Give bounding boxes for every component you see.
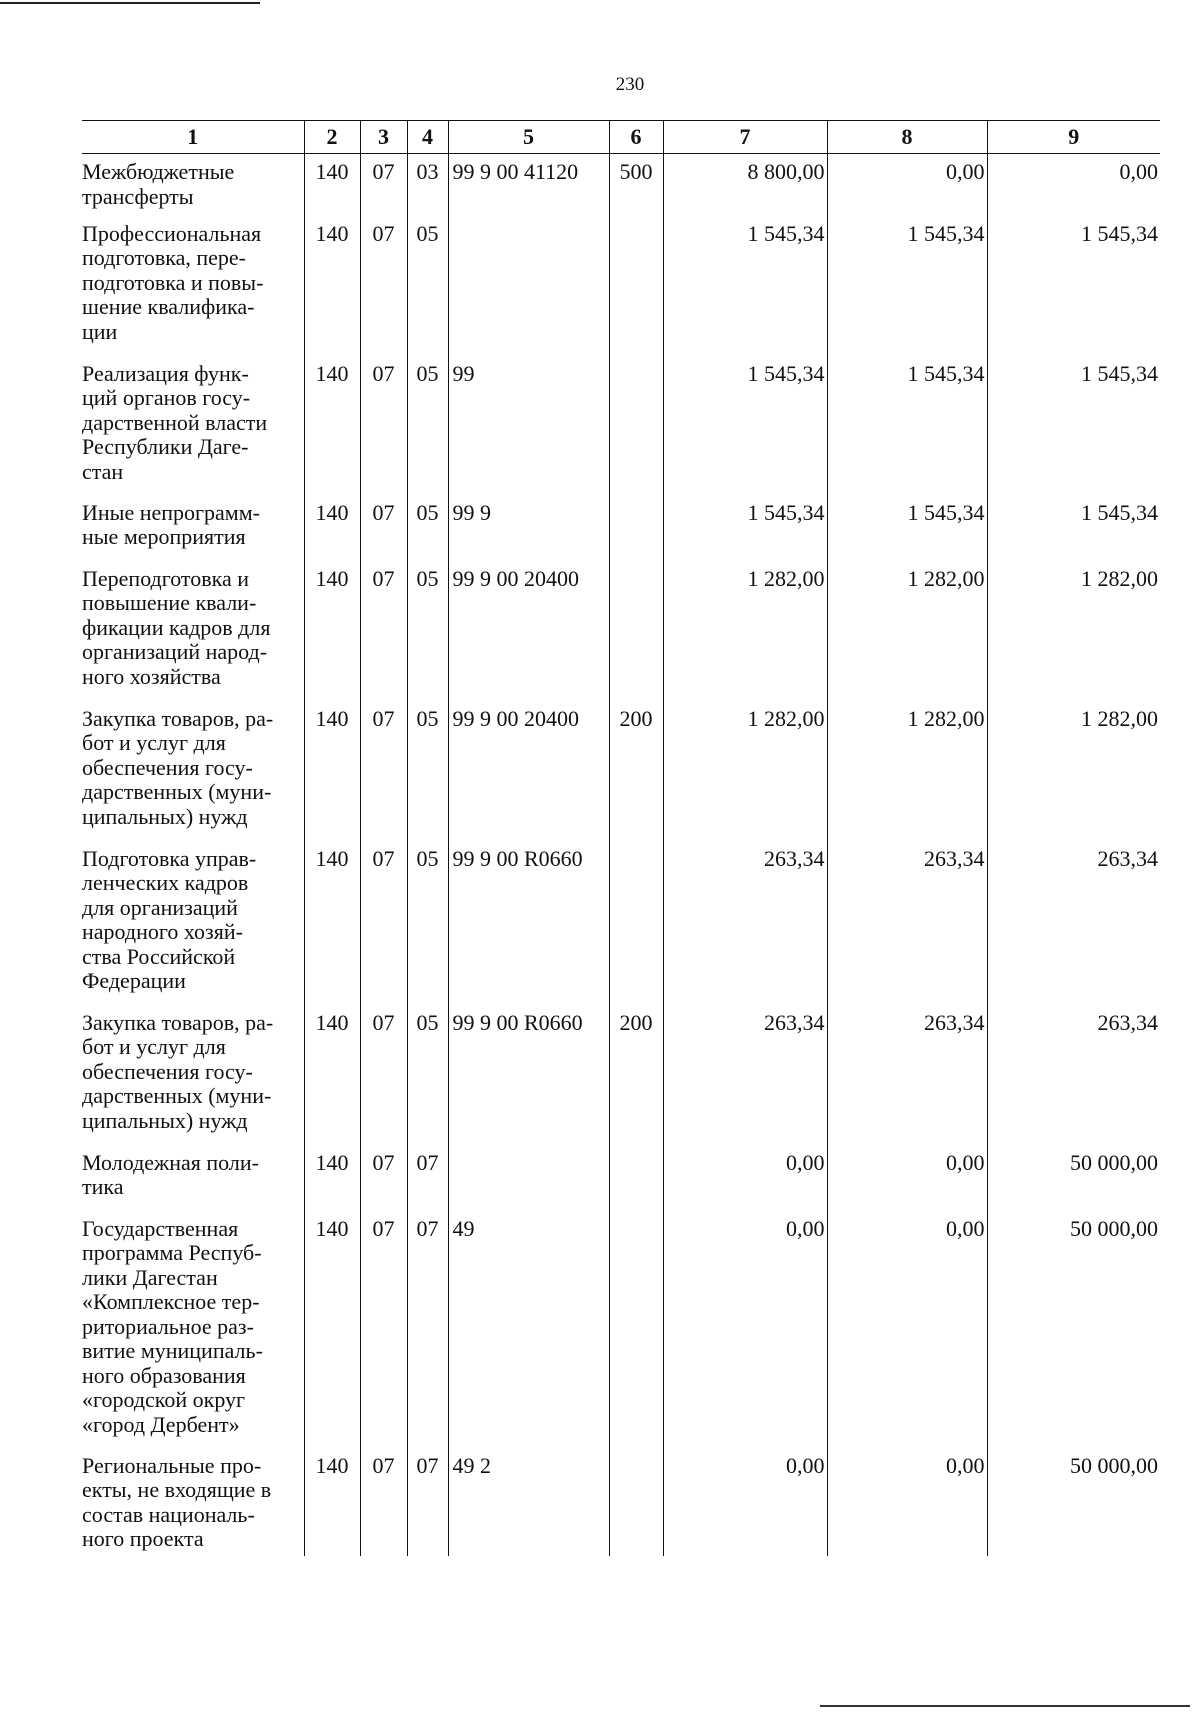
name-line: дарственных (муни- (82, 779, 272, 804)
amount-cell-col9: 263,34 (987, 841, 1160, 1005)
amount-cell-col8: 1 282,00 (827, 561, 987, 701)
table-row (82, 841, 1160, 1005)
target-article-cell: 99 9 (448, 495, 609, 561)
expense-type-cell (609, 356, 663, 495)
name-line: Подготовка управ- (82, 845, 257, 871)
table-row (82, 1145, 1160, 1211)
subsection-cell: 05 (407, 701, 448, 841)
amount-cell-col9: 0,00 (987, 154, 1160, 216)
name-line: состав националь- (82, 1501, 255, 1527)
name-line: для организаций (82, 894, 238, 920)
name-line: бот и услуг для (82, 1034, 226, 1059)
name-line: витие муниципаль- (82, 1338, 263, 1363)
expense-type-cell: 200 (609, 1005, 663, 1145)
name-line: ципальных) нужд (82, 803, 248, 829)
amount-cell-col7: 1 282,00 (663, 561, 827, 701)
amount-cell-col7: 0,00 (663, 1448, 827, 1556)
name-line: лики Дагестан (82, 1264, 218, 1290)
amount-cell-col9: 1 282,00 (987, 561, 1160, 701)
ministry-code-cell: 140 (304, 701, 360, 841)
row-name-cell (82, 1145, 304, 1211)
name-line: Республики Даге- (82, 434, 249, 459)
expense-type-cell (609, 495, 663, 561)
name-line: «город Дербент» (82, 1411, 240, 1437)
column-header: 3 (360, 121, 407, 154)
column-header: 9 (987, 121, 1160, 154)
section-cell: 07 (360, 1145, 407, 1211)
table-row (82, 495, 1160, 561)
ministry-code-cell: 140 (304, 561, 360, 701)
row-name-cell (82, 1448, 304, 1556)
name-line: обеспечения госу- (82, 754, 253, 780)
name-line: дарственной власти (82, 409, 268, 435)
target-article-cell: 99 9 00 41120 (448, 154, 609, 216)
column-header: 7 (663, 121, 827, 154)
amount-cell-col7: 8 800,00 (663, 154, 827, 216)
ministry-code-cell: 140 (304, 841, 360, 1005)
column-header: 2 (304, 121, 360, 154)
name-line: Молодежная поли- (82, 1149, 259, 1175)
name-line: ципальных) нужд (82, 1107, 248, 1133)
name-line: Закупка товаров, ра- (82, 705, 274, 731)
amount-cell-col7: 1 545,34 (663, 356, 827, 495)
expense-type-cell (609, 561, 663, 701)
subsection-cell: 05 (407, 495, 448, 561)
budget-table (82, 120, 1160, 1556)
name-line: Переподготовка и (82, 565, 250, 591)
table-row (82, 1448, 1160, 1556)
amount-cell-col8: 1 282,00 (827, 701, 987, 841)
section-cell: 07 (360, 1211, 407, 1448)
subsection-cell: 07 (407, 1448, 448, 1556)
table-header-row (82, 121, 1160, 154)
target-article-cell: 99 9 00 20400 (448, 701, 609, 841)
expense-type-cell (609, 1145, 663, 1211)
name-line: «городской округ (82, 1387, 246, 1412)
name-line: Государственная (82, 1215, 239, 1241)
name-line: Межбюджетные (82, 159, 235, 184)
amount-cell-col8: 263,34 (827, 841, 987, 1005)
section-cell: 07 (360, 154, 407, 216)
row-name-cell (82, 1005, 304, 1145)
name-line: бот и услуг для (82, 730, 226, 755)
amount-cell-col9: 1 545,34 (987, 495, 1160, 561)
ministry-code-cell: 140 (304, 154, 360, 216)
table-row (82, 356, 1160, 495)
ministry-code-cell: 140 (304, 1448, 360, 1556)
name-line: Региональные про- (82, 1452, 262, 1478)
row-name-cell (82, 701, 304, 841)
name-line: Иные непрограмм- (82, 499, 260, 525)
section-cell: 07 (360, 1448, 407, 1556)
section-cell: 07 (360, 495, 407, 561)
name-line: ного хозяйства (82, 663, 221, 689)
amount-cell-col8: 0,00 (827, 1211, 987, 1448)
amount-cell-col9: 1 282,00 (987, 701, 1160, 841)
name-line: Федерации (82, 968, 186, 993)
expense-type-cell (609, 216, 663, 356)
section-cell: 07 (360, 1005, 407, 1145)
amount-cell-col8: 0,00 (827, 1145, 987, 1211)
column-header: 8 (827, 121, 987, 154)
scan-edge-rule-top (0, 2, 260, 4)
expense-type-cell (609, 1448, 663, 1556)
amount-cell-col8: 0,00 (827, 154, 987, 216)
target-article-cell: 99 (448, 356, 609, 495)
row-name-cell (82, 561, 304, 701)
section-cell: 07 (360, 356, 407, 495)
name-line: ций органов госу- (82, 385, 251, 410)
amount-cell-col7: 0,00 (663, 1145, 827, 1211)
row-name-cell (82, 841, 304, 1005)
column-header: 5 (448, 121, 609, 154)
subsection-cell: 05 (407, 356, 448, 495)
amount-cell-col7: 1 545,34 (663, 495, 827, 561)
name-line: фикации кадров для (82, 614, 271, 640)
name-line: организаций народ- (82, 639, 268, 664)
subsection-cell: 05 (407, 561, 448, 701)
name-line: «Комплексное тер- (82, 1289, 260, 1314)
table-row (82, 701, 1160, 841)
subsection-cell: 05 (407, 216, 448, 356)
name-line: ции (82, 318, 118, 344)
amount-cell-col7: 1 545,34 (663, 216, 827, 356)
name-line: ства Российской (82, 943, 236, 969)
amount-cell-col7: 263,34 (663, 841, 827, 1005)
amount-cell-col9: 50 000,00 (987, 1145, 1160, 1211)
section-cell: 07 (360, 216, 407, 356)
row-name-cell (82, 356, 304, 495)
target-article-cell (448, 1145, 609, 1211)
expense-type-cell: 500 (609, 154, 663, 216)
subsection-cell: 07 (407, 1145, 448, 1211)
row-name-cell (82, 495, 304, 561)
subsection-cell: 05 (407, 1005, 448, 1145)
name-line: подготовка, пере- (82, 245, 246, 270)
name-line: подготовка и повы- (82, 269, 264, 295)
table-row (82, 154, 1160, 216)
amount-cell-col8: 1 545,34 (827, 216, 987, 356)
ministry-code-cell: 140 (304, 495, 360, 561)
amount-cell-col9: 50 000,00 (987, 1211, 1160, 1448)
table-row (82, 216, 1160, 356)
amount-cell-col8: 263,34 (827, 1005, 987, 1145)
row-name-cell (82, 216, 304, 356)
name-line: трансферты (82, 183, 194, 209)
amount-cell-col7: 1 282,00 (663, 701, 827, 841)
name-line: ного образования (82, 1362, 246, 1388)
name-line: программа Респуб- (82, 1240, 262, 1265)
target-article-cell: 49 (448, 1211, 609, 1448)
row-name-cell (82, 154, 304, 216)
ministry-code-cell: 140 (304, 1145, 360, 1211)
target-article-cell: 99 9 00 R0660 (448, 1005, 609, 1145)
column-header: 1 (82, 121, 304, 154)
name-line: Закупка товаров, ра- (82, 1009, 274, 1035)
page-number: 230 (615, 74, 645, 95)
target-article-cell (448, 216, 609, 356)
name-line: Профессиональная (82, 220, 262, 246)
subsection-cell: 07 (407, 1211, 448, 1448)
name-line: стан (82, 458, 124, 484)
name-line: ленческих кадров (82, 870, 249, 895)
column-header: 6 (609, 121, 663, 154)
name-line: риториальное раз- (82, 1313, 254, 1339)
amount-cell-col8: 1 545,34 (827, 356, 987, 495)
column-header: 4 (407, 121, 448, 154)
section-cell: 07 (360, 701, 407, 841)
name-line: тика (82, 1174, 124, 1199)
section-cell: 07 (360, 561, 407, 701)
name-line: народного хозяй- (82, 919, 243, 944)
amount-cell-col9: 263,34 (987, 1005, 1160, 1145)
table-row (82, 1211, 1160, 1448)
name-line: обеспечения госу- (82, 1058, 253, 1084)
amount-cell-col9: 1 545,34 (987, 356, 1160, 495)
row-name-cell (82, 1211, 304, 1448)
amount-cell-col8: 1 545,34 (827, 495, 987, 561)
name-line: Реализация функ- (82, 360, 249, 386)
amount-cell-col7: 263,34 (663, 1005, 827, 1145)
scan-edge-rule-bottom (820, 1705, 1190, 1707)
target-article-cell: 49 2 (448, 1448, 609, 1556)
name-line: ного проекта (82, 1526, 204, 1551)
expense-type-cell: 200 (609, 701, 663, 841)
section-cell: 07 (360, 841, 407, 1005)
target-article-cell: 99 9 00 R0660 (448, 841, 609, 1005)
name-line: повышение квали- (82, 590, 257, 615)
name-line: дарственных (муни- (82, 1083, 272, 1108)
target-article-cell: 99 9 00 20400 (448, 561, 609, 701)
table-row (82, 1005, 1160, 1145)
amount-cell-col7: 0,00 (663, 1211, 827, 1448)
ministry-code-cell: 140 (304, 1005, 360, 1145)
ministry-code-cell: 140 (304, 356, 360, 495)
ministry-code-cell: 140 (304, 1211, 360, 1448)
subsection-cell: 05 (407, 841, 448, 1005)
name-line: ные мероприятия (82, 524, 246, 549)
table-row (82, 561, 1160, 701)
name-line: шение квалифика- (82, 294, 255, 319)
amount-cell-col9: 50 000,00 (987, 1448, 1160, 1556)
expense-type-cell (609, 841, 663, 1005)
amount-cell-col9: 1 545,34 (987, 216, 1160, 356)
amount-cell-col8: 0,00 (827, 1448, 987, 1556)
subsection-cell: 03 (407, 154, 448, 216)
expense-type-cell (609, 1211, 663, 1448)
ministry-code-cell: 140 (304, 216, 360, 356)
name-line: екты, не входящие в (82, 1477, 272, 1502)
